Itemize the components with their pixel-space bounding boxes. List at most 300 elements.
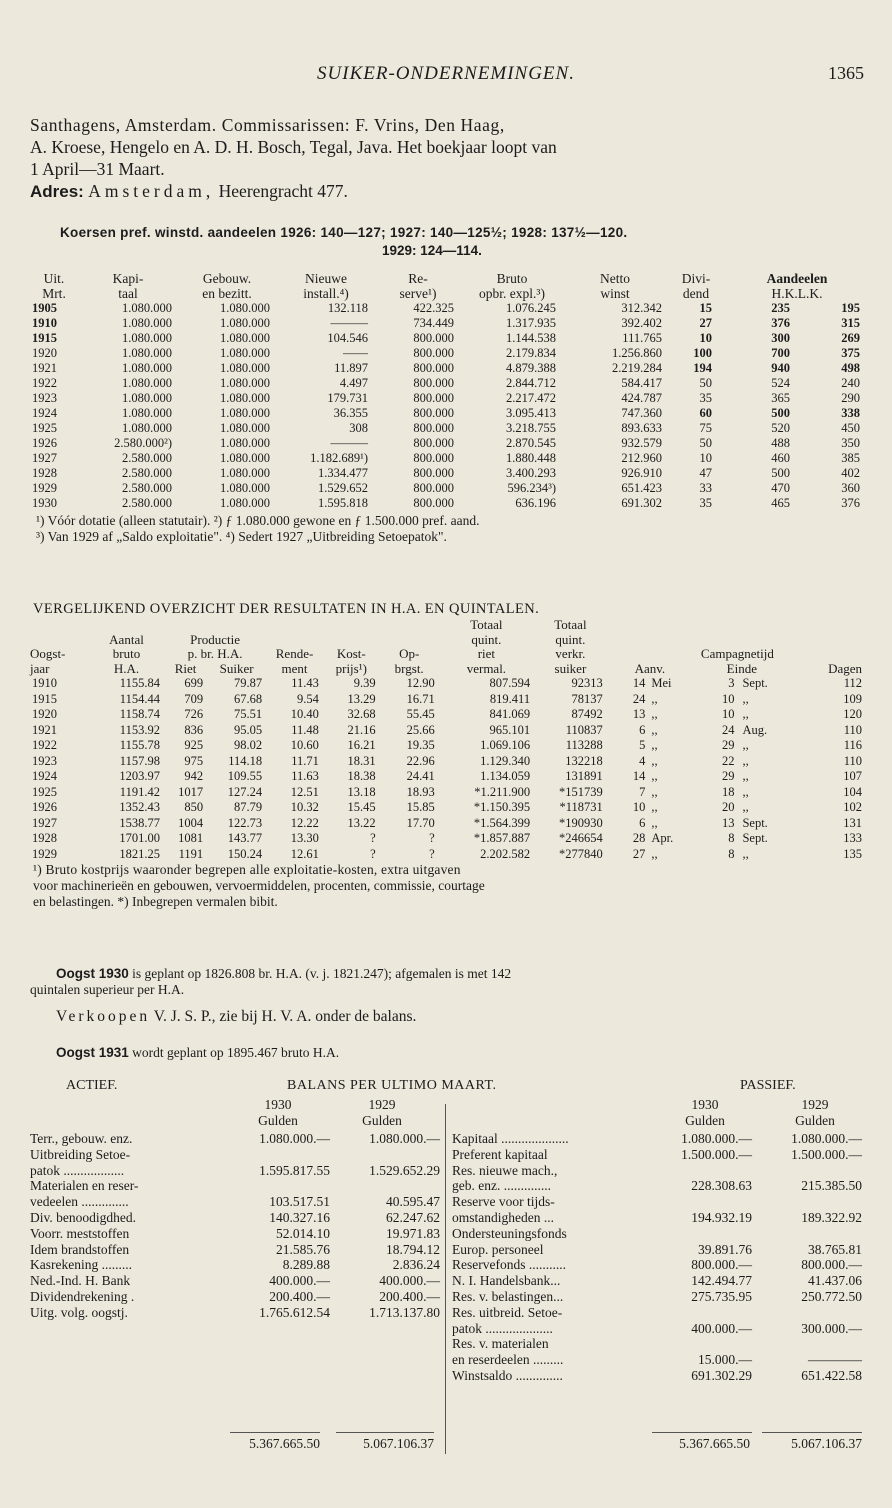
table-cell: 1153.92: [119, 722, 160, 737]
table-cell: 1.080.000: [220, 361, 270, 375]
table-cell: *1.857.887: [473, 831, 531, 845]
results-table: [30, 271, 868, 545]
balance-total: 5.067.106.37: [791, 1436, 862, 1451]
table-cell: 1.334.477: [318, 466, 368, 480]
table-cell: 8: [728, 831, 735, 845]
table-cell: 1922: [32, 738, 57, 752]
balance-value: 400.000.—: [379, 1273, 440, 1289]
balance-divider: [445, 1104, 446, 1454]
column-header: Kost-: [336, 646, 366, 661]
balance-label: vedeelen ..............: [30, 1194, 129, 1210]
balance-row: [30, 1289, 440, 1305]
table-cell: 1.080.000: [220, 466, 270, 480]
column-header: prijs¹): [335, 660, 367, 676]
table-row: [30, 707, 868, 723]
balance-value: 2.836.24: [392, 1257, 440, 1273]
balance-value: [752, 1163, 862, 1179]
oogst-1931-para: [56, 1045, 339, 1061]
table-cell: *1.150.395: [473, 800, 531, 814]
balance-value: 200.400.—: [379, 1288, 440, 1304]
balance-value: [648, 1226, 752, 1242]
table-cell: 116: [843, 738, 862, 752]
table-cell: 1930: [32, 496, 57, 510]
table-cell: 338: [841, 406, 860, 420]
balance-row: [30, 1305, 440, 1321]
table-cell: 1.129.340: [480, 753, 531, 768]
total-rule: [230, 1432, 320, 1433]
table-cell: 10: [699, 451, 712, 465]
table-cell: 9.54: [297, 691, 319, 706]
table-cell: 1927: [32, 451, 57, 465]
table-cell: 800.000: [413, 361, 454, 375]
table-cell: 11.897: [334, 361, 368, 375]
table-cell: 16.21: [347, 738, 376, 752]
balance-value: 250.772.50: [801, 1288, 862, 1304]
table-cell: 75: [699, 421, 712, 435]
table-cell: 940: [771, 361, 790, 375]
column-header: Aantal: [109, 631, 144, 647]
table-cell: 27: [699, 316, 712, 330]
table-cell: 500: [771, 406, 790, 420]
table-cell: ,,: [742, 800, 749, 814]
table-cell: 15.45: [347, 800, 376, 814]
balance-row: [30, 1147, 440, 1163]
balans-passief-table: [452, 1131, 862, 1384]
table-cell: 1.256.860: [612, 346, 662, 360]
table-cell: 925: [184, 738, 204, 752]
table-cell: 385: [841, 451, 860, 465]
table-row: [30, 481, 868, 496]
table-cell: ,,: [742, 769, 749, 783]
table-cell: 1158.74: [119, 707, 160, 721]
table-header-row: [30, 618, 868, 633]
table-cell: 2.217.472: [506, 391, 556, 405]
table-row: [30, 738, 868, 754]
table-cell: 1.080.000: [122, 406, 172, 420]
table-cell: 109: [843, 691, 862, 706]
table-cell: 1929: [32, 846, 57, 861]
oogst-1930-label: Oogst 1930: [56, 966, 129, 981]
table-cell: 1017: [178, 784, 204, 799]
address-city: Amsterdam,: [88, 181, 215, 201]
table-cell: 79.87: [234, 676, 263, 690]
table-cell: 2.202.582: [480, 846, 531, 861]
table-cell: 651.423: [621, 481, 662, 495]
table-cell: 35: [699, 496, 712, 510]
column-header: dend: [682, 286, 710, 301]
table-cell: 10.32: [290, 800, 319, 814]
balance-label: Terr., gebouw. enz.: [30, 1131, 133, 1146]
table-cell: *1.564.399: [473, 815, 531, 830]
balance-row: [30, 1210, 440, 1226]
table-row: [30, 723, 868, 739]
comparison-table: [30, 618, 868, 862]
table-cell: 11.71: [291, 753, 319, 768]
table-row: [30, 831, 868, 847]
table-cell: 800.000: [413, 451, 454, 465]
balance-value: 21.585.76: [276, 1241, 330, 1257]
total-rule: [652, 1432, 752, 1433]
table-cell: 269: [841, 331, 860, 345]
unit-header: Gulden: [258, 1113, 298, 1128]
balance-value: 40.595.47: [386, 1194, 440, 1210]
balans-title: BALANS PER ULTIMO MAART.: [287, 1078, 497, 1093]
balans-passief-label: PASSIEF.: [740, 1078, 796, 1093]
balance-value: 691.302.29: [691, 1367, 752, 1383]
table-cell: 800.000: [413, 496, 454, 510]
table-cell: 13.29: [347, 691, 376, 706]
table-cell: 1.080.000: [220, 436, 270, 450]
table-cell: ,,: [651, 707, 658, 721]
table-cell: 8: [728, 846, 735, 861]
balance-value: 275.735.95: [691, 1288, 752, 1304]
table-cell: 1924: [32, 769, 57, 783]
year-header: 1929: [801, 1097, 829, 1112]
balance-row: [30, 1163, 440, 1179]
page-header-title: SUIKER-ONDERNEMINGEN.: [317, 63, 575, 84]
balance-row: [30, 1178, 440, 1194]
table-cell: 16.71: [406, 691, 435, 706]
table-cell: 290: [841, 391, 860, 405]
balance-label: Europ. personeel: [452, 1241, 544, 1257]
table-cell: 10: [699, 331, 712, 345]
balance-value: 400.000.—: [691, 1320, 752, 1336]
table-cell: ———: [330, 436, 368, 450]
oogst-1930-para: [56, 966, 511, 982]
table-cell: 14: [632, 769, 646, 783]
table-row: [30, 316, 868, 331]
balance-label: Dividendrekening .: [30, 1288, 135, 1304]
balance-label: Winstsaldo ..............: [452, 1367, 563, 1383]
balance-value: [648, 1163, 752, 1179]
table-cell: 19.35: [406, 738, 435, 752]
table-cell: 841.069: [489, 707, 531, 721]
balance-row: [30, 1131, 440, 1147]
table-cell: 942: [184, 769, 204, 783]
balance-value: 103.517.51: [269, 1194, 330, 1210]
table-cell: 1.080.000: [220, 376, 270, 390]
table-cell: 360: [841, 481, 860, 495]
table-cell: 1910: [32, 676, 57, 690]
table-header-row: [30, 633, 868, 648]
table-cell: 807.594: [489, 676, 531, 690]
table-cell: 1191: [178, 846, 204, 861]
column-header: quint.: [555, 631, 586, 647]
table-cell: 1921: [32, 722, 57, 737]
table-cell: 893.633: [621, 421, 662, 435]
table-cell: *190930: [559, 815, 603, 830]
balance-row: [452, 1257, 862, 1273]
balance-value: 1.080.000.—: [259, 1131, 330, 1146]
table-cell: 800.000: [413, 421, 454, 435]
column-header: Gebouw.: [202, 271, 252, 286]
table-cell: 95.05: [234, 722, 263, 737]
table-cell: 18: [721, 784, 735, 799]
table-cell: 1.595.818: [318, 496, 368, 510]
balance-label: Reserve voor tijds-: [452, 1194, 555, 1210]
table-cell: ,,: [742, 738, 749, 752]
table-cell: 1.080.000: [122, 376, 172, 390]
balance-value: 189.322.92: [801, 1209, 862, 1225]
table-cell: 1.080.000: [220, 331, 270, 345]
table-cell: ,,: [651, 769, 658, 783]
table-cell: 195: [841, 301, 860, 315]
balance-row: [452, 1131, 862, 1147]
table-cell: 22: [721, 753, 735, 768]
table-cell: ,,: [742, 691, 749, 706]
balance-value: 18.794.12: [386, 1241, 440, 1257]
year-header: 1930: [264, 1097, 292, 1112]
table-cell: 470: [771, 481, 790, 495]
balance-total: 5.067.106.37: [363, 1436, 434, 1451]
table-cell: 836: [184, 722, 204, 737]
table-cell: 17.70: [406, 815, 435, 830]
balance-row: [452, 1321, 862, 1337]
table-cell: 520: [771, 421, 790, 435]
balance-value: 651.422.58: [801, 1367, 862, 1383]
table-cell: 132218: [565, 753, 603, 768]
table-cell: 110837: [565, 722, 603, 737]
table-cell: 110: [843, 753, 862, 768]
table-row: [30, 346, 868, 361]
column-header: Bruto: [496, 271, 528, 286]
table-cell: 1920: [32, 346, 57, 360]
table-cell: 14: [632, 676, 646, 690]
column-header: Op-: [399, 646, 420, 661]
balance-value: [330, 1147, 440, 1163]
balance-value: [648, 1194, 752, 1210]
table-cell: 11.48: [291, 722, 319, 737]
balance-label: Div. benoodigdhed.: [30, 1209, 136, 1225]
column-header: serve¹): [399, 286, 437, 301]
table-cell: 179.731: [327, 391, 368, 405]
table-cell: 1.080.000: [220, 301, 270, 315]
balance-value: 194.932.19: [691, 1209, 752, 1225]
table-cell: 3.400.293: [506, 466, 556, 480]
table-cell: ———: [330, 316, 368, 330]
balance-label: Voorr. meststoffen: [30, 1225, 130, 1241]
table-cell: ?: [429, 831, 435, 845]
table-cell: ,,: [651, 691, 658, 706]
table-cell: 114.18: [228, 753, 263, 768]
table-cell: 734.449: [413, 316, 454, 330]
table-cell: 11.43: [291, 676, 319, 690]
table-cell: 25.66: [406, 722, 435, 737]
table-cell: ,,: [651, 846, 658, 861]
table-cell: Mei: [651, 676, 672, 690]
table-cell: 450: [841, 421, 860, 435]
table-row: [30, 331, 868, 346]
balance-value: 41.437.06: [808, 1273, 862, 1289]
balance-value: 1.765.612.54: [259, 1304, 330, 1320]
table-cell: 35: [699, 391, 712, 405]
table-cell: 800.000: [413, 346, 454, 360]
table-cell: ,,: [742, 707, 749, 721]
table-cell: 1923: [32, 753, 57, 768]
column-header: Dagen: [828, 660, 862, 676]
balance-value: 1.713.137.80: [369, 1304, 440, 1320]
table-cell: 819.411: [489, 691, 531, 706]
table-cell: 21.16: [347, 722, 376, 737]
footnote: ³) Van 1929 af „Saldo exploitatie". ⁴) Sedert 1927 „Uitbreiding Setoepatok".: [36, 529, 447, 544]
table-cell: 1.080.000: [122, 316, 172, 330]
column-header: p. br. H.A.: [187, 646, 243, 661]
balance-row: [452, 1194, 862, 1210]
balance-value: 39.891.76: [698, 1241, 752, 1257]
table-cell: 1.080.000: [220, 496, 270, 510]
balance-label: omstandigheden ...: [452, 1209, 554, 1225]
table-cell: 10.60: [290, 738, 319, 752]
column-header: Netto: [600, 271, 630, 286]
balance-label: Materialen en reser-: [30, 1178, 139, 1194]
table-cell: 315: [841, 316, 860, 330]
table-cell: Sept.: [742, 815, 768, 830]
balance-row: [452, 1242, 862, 1258]
balance-value: [648, 1336, 752, 1352]
table-cell: 1905: [32, 301, 57, 315]
table-cell: 709: [184, 691, 204, 706]
table-cell: 392.402: [621, 316, 662, 330]
table-cell: 1004: [178, 815, 204, 830]
table-cell: 2.219.284: [612, 361, 662, 375]
balance-value: 1.080.000.—: [681, 1131, 752, 1146]
table-cell: 5: [639, 738, 646, 752]
table-cell: 524: [771, 376, 790, 390]
table-cell: 1926: [32, 436, 57, 450]
balance-row: [452, 1178, 862, 1194]
table-cell: 1081: [178, 831, 204, 845]
table-cell: ,,: [651, 753, 658, 768]
table-cell: 28: [632, 831, 646, 845]
table-cell: 1.080.000: [220, 316, 270, 330]
table-cell: 29: [721, 769, 735, 783]
table-cell: ,,: [742, 784, 749, 799]
balance-value: 1.595.817.55: [259, 1162, 330, 1178]
table-cell: 78137: [571, 691, 603, 706]
balance-label: Uitg. volg. oogstj.: [30, 1304, 128, 1320]
balance-value: [648, 1305, 752, 1321]
table-cell: 584.417: [621, 376, 662, 390]
table-cell: 131891: [565, 769, 603, 783]
table-cell: 365: [771, 391, 790, 405]
balance-value: 52.014.10: [276, 1225, 330, 1241]
table-cell: Sept.: [742, 676, 768, 690]
header-spacer: [30, 633, 89, 648]
column-header: Mrt.: [42, 286, 66, 301]
balance-value: 140.327.16: [269, 1209, 330, 1225]
table-cell: 800.000: [413, 481, 454, 495]
table-cell: 636.196: [515, 496, 556, 510]
table-cell: 235: [771, 301, 790, 315]
table-row: [30, 754, 868, 770]
balans-actief-table: [30, 1131, 440, 1321]
table-cell: 1929: [32, 481, 57, 495]
table-cell: 1924: [32, 406, 57, 420]
table-cell: 1.080.000: [220, 421, 270, 435]
table-cell: 13: [632, 707, 646, 721]
balance-label: Reservefonds ...........: [452, 1257, 566, 1273]
header-spacer: [266, 633, 439, 648]
table-cell: 47: [699, 466, 712, 480]
table-cell: 75.51: [234, 707, 263, 721]
balance-value: [230, 1178, 330, 1194]
table-cell: 12.22: [290, 815, 319, 830]
balance-row: [452, 1163, 862, 1179]
table-cell: 1.880.448: [506, 451, 556, 465]
table-cell: 1352.43: [119, 800, 160, 814]
table-header-row: [30, 271, 868, 286]
table-cell: 212.960: [621, 451, 662, 465]
table-cell: 11.63: [291, 769, 319, 783]
table-cell: 1.069.106: [480, 738, 531, 752]
column-header: Divi-: [681, 271, 711, 286]
table-cell: 1921: [32, 361, 57, 375]
balance-value: 400.000.—: [269, 1273, 330, 1289]
balance-row: [452, 1336, 862, 1352]
table-cell: 1.080.000: [220, 406, 270, 420]
table-cell: 98.02: [234, 738, 263, 752]
table-cell: 22.96: [406, 753, 435, 768]
column-header: Totaal: [470, 617, 503, 632]
table-cell: 691.302: [621, 496, 662, 510]
verkoopen-para: [56, 1008, 416, 1026]
footnote: ¹) Bruto kostprijs waaronder begrepen alle exploitatie-kosten, extra uitgaven: [33, 862, 461, 877]
balance-label: Idem brandstoffen: [30, 1241, 130, 1257]
column-header: verkr.: [555, 646, 586, 661]
table-cell: *118731: [559, 800, 603, 814]
balance-value: ————: [808, 1352, 862, 1368]
table-cell: 1927: [32, 815, 57, 830]
balance-value: 8.289.88: [282, 1257, 330, 1273]
balance-label: patok ..................: [30, 1162, 125, 1178]
table-cell: 13: [721, 815, 735, 830]
table-cell: 15: [699, 301, 712, 315]
table-cell: 132.118: [327, 301, 368, 315]
oogst-1931-text: wordt geplant op 1895.467 bruto H.A.: [128, 1045, 340, 1060]
column-header: brgst.: [394, 660, 424, 676]
column-header: Einde: [726, 660, 757, 676]
balance-row: [452, 1147, 862, 1163]
table-row: [30, 361, 868, 376]
table-cell: 10: [721, 707, 735, 721]
column-header: Riet: [174, 660, 197, 676]
footnote: ¹) Vóór dotatie (alleen statutair). ²) ƒ 1.080.000 gewone en ƒ 1.500.000 pref. aand.: [36, 513, 480, 528]
balance-label: en reserdeelen .........: [452, 1352, 564, 1368]
balance-value: [330, 1178, 440, 1194]
table-cell: 424.787: [621, 391, 662, 405]
table-cell: 4.497: [339, 376, 368, 390]
table-cell: 926.910: [621, 466, 662, 480]
column-header: Totaal: [554, 617, 587, 632]
table-cell: 1928: [32, 831, 57, 845]
table-cell: 800.000: [413, 331, 454, 345]
table-cell: 1926: [32, 800, 57, 814]
table-cell: 308: [349, 421, 368, 435]
table-cell: 850: [184, 800, 204, 814]
table-cell: 10.40: [290, 707, 319, 721]
table-cell: 800.000: [413, 466, 454, 480]
balance-row: [452, 1226, 862, 1242]
table-cell: 2.580.000²): [114, 436, 172, 450]
column-header: Nieuwe: [305, 271, 347, 286]
balance-label: geb. enz. ..............: [452, 1178, 551, 1194]
header-spacer: [607, 633, 868, 648]
verkoopen-text: V. J. S. P., zie bij H. V. A. onder de balans.: [150, 1008, 417, 1025]
column-header: Aandeelen: [766, 271, 828, 286]
table-cell: ,,: [651, 722, 658, 737]
table-cell: ——: [343, 346, 368, 360]
table-cell: ,,: [651, 784, 658, 799]
